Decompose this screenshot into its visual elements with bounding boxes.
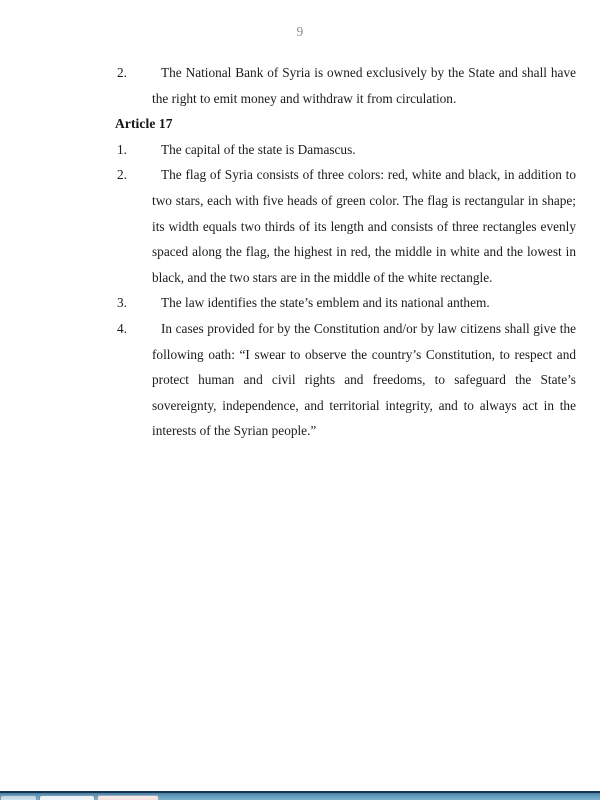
taskbar	[0, 791, 600, 800]
paragraph-text: The National Bank of Syria is owned exclusively by the State and shall have the right to emit money and withdraw it from circulation.	[152, 65, 576, 106]
taskbar-button-3[interactable]	[97, 795, 159, 800]
paragraph-item	[73, 162, 576, 290]
taskbar-button-2[interactable]	[39, 795, 95, 800]
paragraph-item	[73, 60, 576, 111]
page-number: 9	[296, 24, 304, 39]
list-number: 1.	[117, 141, 127, 157]
paragraph-text: In cases provided for by the Constitution and/or by law citizens shall give the following oath: “I swear to observe the country’s Constitution, to respect and protect human and civil rights and freedoms, to safeguard the State’s sovereignty, independence, and territorial integrity, and to always act in the interests of the Syrian people.”	[152, 320, 576, 439]
list-number: 2.	[117, 65, 127, 80]
paragraph-text: The capital of the state is Damascus.	[161, 141, 356, 157]
list-number: 2.	[117, 167, 127, 183]
paragraph-text: The law identifies the state’s emblem and its national anthem.	[161, 295, 490, 311]
taskbar-button-group	[0, 795, 161, 800]
list-number: 4.	[117, 320, 127, 336]
paragraph-item	[73, 137, 576, 163]
list-number: 3.	[117, 295, 127, 311]
document-text-body	[73, 60, 576, 444]
article-heading: Article 17	[115, 116, 173, 132]
taskbar-button-1[interactable]	[0, 795, 37, 800]
paragraph-text: The flag of Syria consists of three colors: red, white and black, in addition to two stars, each with five heads of green color. The flag is rectangular in shape; its width equals two thirds of its length and consists of three rectangles evenly spaced along the flag, the highest in red, the middle in white and the lowest in black, and the two stars are in the middle of the white rectangle.	[152, 167, 576, 285]
paragraph-item	[73, 290, 576, 316]
paragraph-item	[73, 316, 576, 444]
